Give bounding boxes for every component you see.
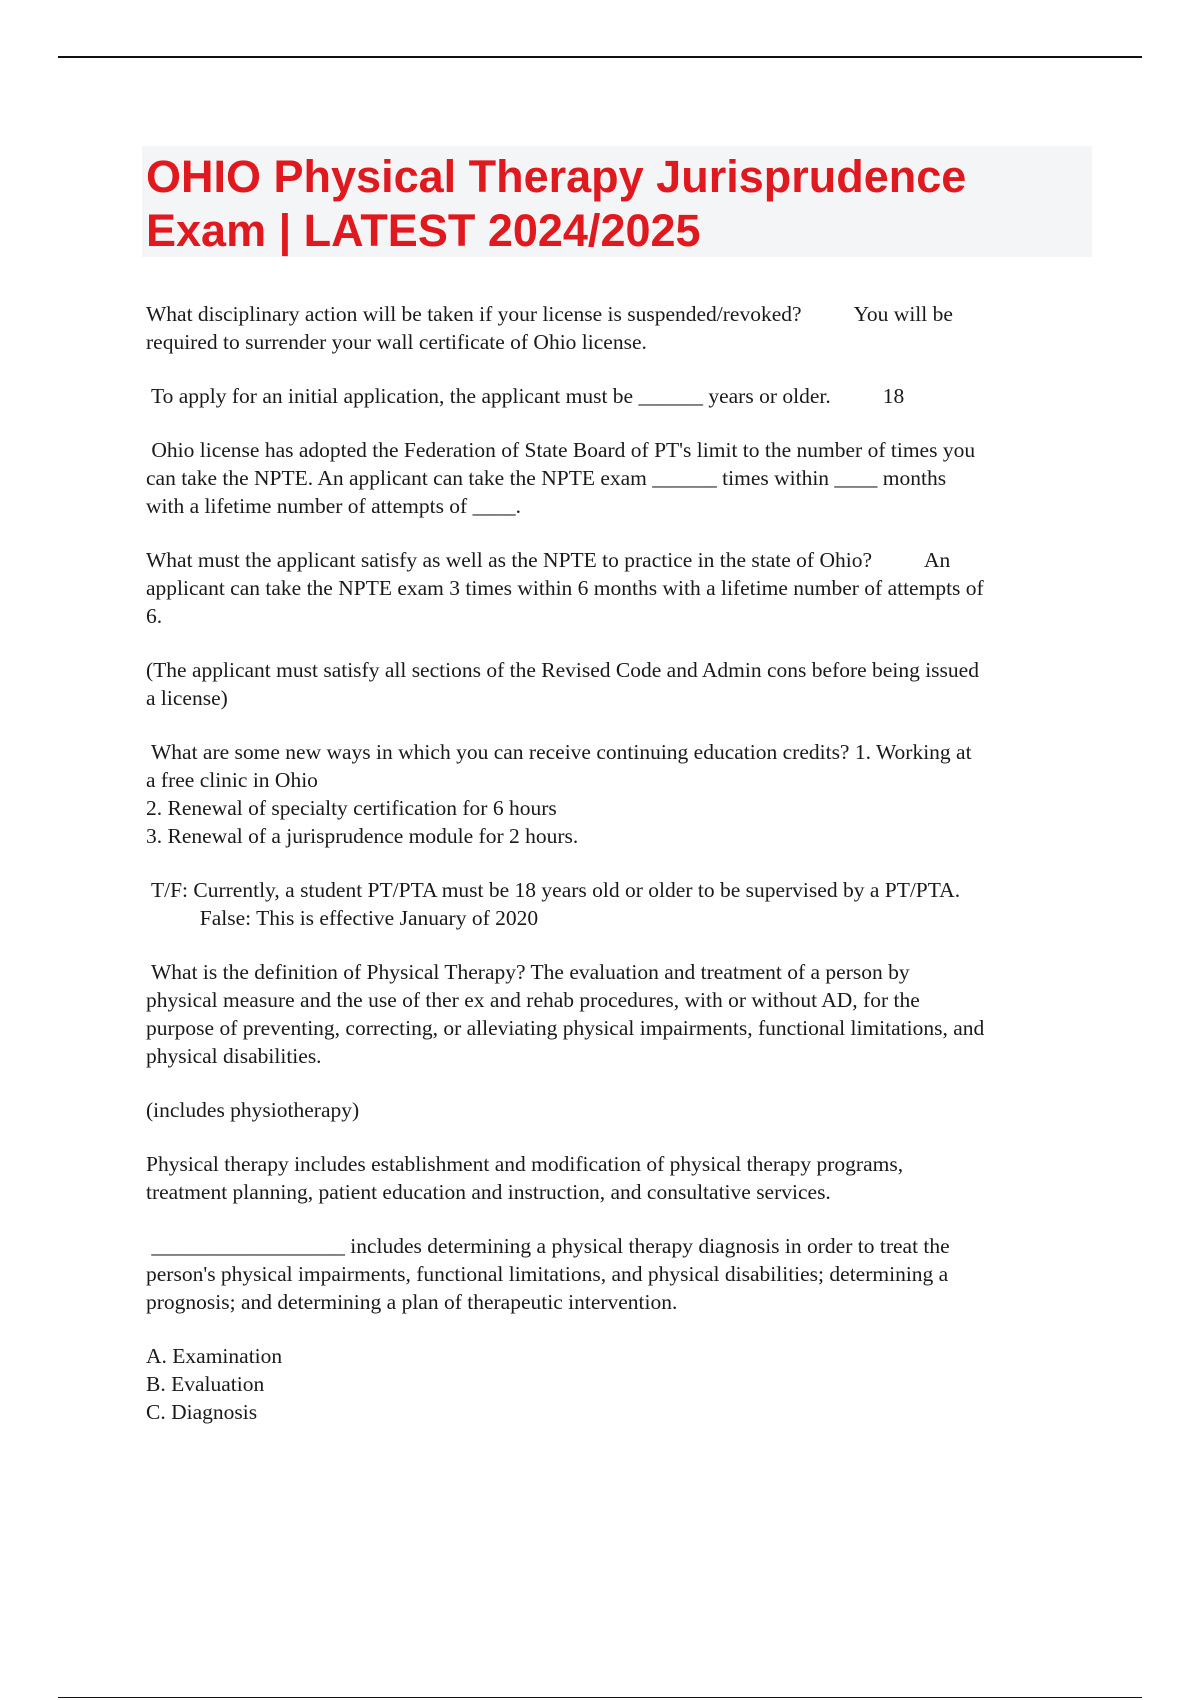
footer-rule <box>58 1697 1142 1698</box>
title-line-1: OHIO Physical Therapy Jurisprudence <box>146 151 967 202</box>
text-line: What is the definition of Physical Therapy? The evaluation and treatment of a person by <box>146 960 910 984</box>
text-line: can take the NPTE. An applicant can take the NPTE exam ______ times within ____ months <box>146 466 947 490</box>
qa-paragraph <box>146 656 1098 712</box>
qa-paragraph <box>146 1096 1098 1124</box>
question-text: To apply for an initial application, the applicant must be ______ years or older. <box>146 384 831 408</box>
text-line: applicant can take the NPTE exam 3 times within 6 months with a lifetime number of attempts of <box>146 576 984 600</box>
text-line: a license) <box>146 686 228 710</box>
text-line: What are some new ways in which you can receive continuing education credits? 1. Working at <box>146 740 972 764</box>
qa-paragraph <box>146 1232 1098 1316</box>
text-line <box>146 382 1098 410</box>
qa-paragraph <box>146 1342 1098 1426</box>
text-line: (The applicant must satisfy all sections of the Revised Code and Admin cons before being issued <box>146 658 979 682</box>
text-line: 3. Renewal of a jurisprudence module for 2 hours. <box>146 824 579 848</box>
text-line: 2. Renewal of specialty certification for 6 hours <box>146 796 557 820</box>
text-line: purpose of preventing, correcting, or alleviating physical impairments, functional limitations, and <box>146 1016 985 1040</box>
text-line: __________________ includes determining a physical therapy diagnosis in order to treat the <box>146 1234 950 1258</box>
text-line: treatment planning, patient education and instruction, and consultative services. <box>146 1180 831 1204</box>
qa-paragraph <box>146 382 1098 410</box>
text-line: a free clinic in Ohio <box>146 768 318 792</box>
text-line: with a lifetime number of attempts of ____. <box>146 494 521 518</box>
text-line <box>146 546 1098 574</box>
question-text: What must the applicant satisfy as well as the NPTE to practice in the state of Ohio? <box>146 548 873 572</box>
text-line: physical disabilities. <box>146 1044 322 1068</box>
qa-paragraph <box>146 300 1098 356</box>
text-line: (includes physiotherapy) <box>146 1098 360 1122</box>
text-line: required to surrender your wall certificate of Ohio license. <box>146 330 647 354</box>
text-line: C. Diagnosis <box>146 1400 258 1424</box>
qa-paragraph <box>146 1150 1098 1206</box>
question-text: What disciplinary action will be taken if your license is suspended/revoked? <box>146 302 802 326</box>
qa-paragraph <box>146 738 1098 850</box>
qa-paragraph <box>146 958 1098 1070</box>
text-line: 6. <box>146 604 163 628</box>
text-line: Ohio license has adopted the Federation of State Board of PT's limit to the number of times you <box>146 438 976 462</box>
text-line: False: This is effective January of 2020 <box>146 906 539 930</box>
answer-text: You will be <box>853 302 953 326</box>
text-line: Physical therapy includes establishment and modification of physical therapy programs, <box>146 1152 904 1176</box>
text-line: physical measure and the use of ther ex and rehab procedures, with or without AD, for the <box>146 988 920 1012</box>
header-rule <box>58 56 1142 58</box>
text-line: B. Evaluation <box>146 1372 265 1396</box>
document-title <box>142 146 1092 257</box>
qa-paragraph <box>146 546 1098 630</box>
text-line <box>146 300 1098 328</box>
document-body <box>146 300 1098 1452</box>
text-line: T/F: Currently, a student PT/PTA must be 18 years old or older to be supervised by a PT/PTA. <box>146 878 961 902</box>
qa-paragraph <box>146 436 1098 520</box>
text-line: prognosis; and determining a plan of therapeutic intervention. <box>146 1290 678 1314</box>
answer-text: 18 <box>882 384 905 408</box>
text-line: A. Examination <box>146 1344 283 1368</box>
qa-paragraph <box>146 876 1098 932</box>
text-line: person's physical impairments, functional limitations, and physical disabilities; determining a <box>146 1262 949 1286</box>
title-line-2: Exam | LATEST 2024/2025 <box>146 205 701 256</box>
answer-text: An <box>924 548 951 572</box>
